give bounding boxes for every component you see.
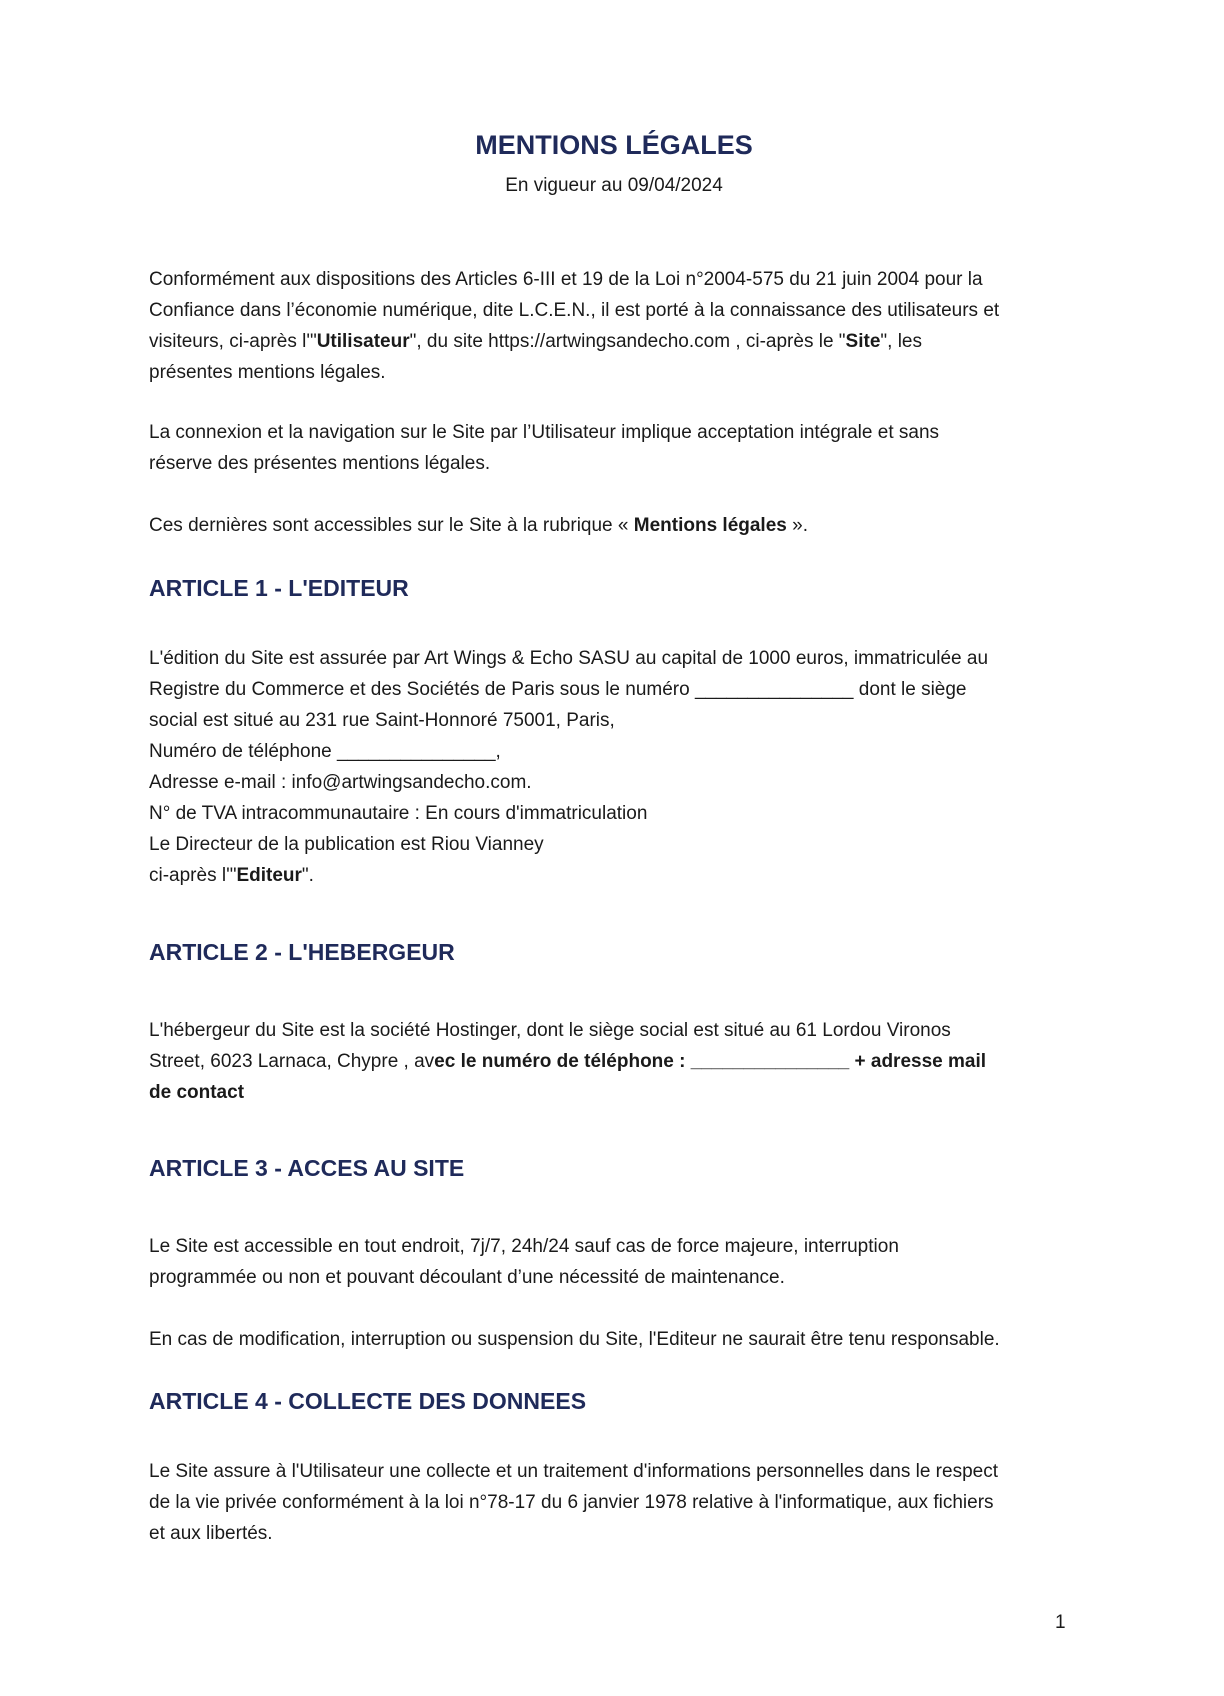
text-line: Le Directeur de la publication est Riou Vianney: [149, 834, 544, 855]
text-line: Street, 6023 Larnaca, Chypre , avec le numéro de téléphone : _______________ + adresse mail: [149, 1051, 987, 1072]
text-line: L'hébergeur du Site est la société Hostinger, dont le siège social est situé au 61 Lordou Vironos: [149, 1020, 951, 1041]
text-line: social est situé au 231 rue Saint-Honnoré 75001, Paris,: [149, 710, 615, 731]
article-3-heading: ARTICLE 3 - ACCES AU SITE: [149, 1155, 465, 1181]
text-line: programmée ou non et pouvant découlant d’une nécessité de maintenance.: [149, 1267, 785, 1288]
article-1-body: [149, 643, 1079, 891]
text-line: Numéro de téléphone _______________,: [149, 741, 501, 762]
text-line: visiteurs, ci-après l'"Utilisateur", du site https://artwingsandecho.com , ci-après le "Site", les: [149, 331, 922, 352]
article-1-heading: ARTICLE 1 - L'EDITEUR: [149, 575, 409, 601]
intro-paragraph-3: [149, 510, 1079, 541]
text-line: N° de TVA intracommunautaire : En cours d'immatriculation: [149, 803, 648, 824]
text-line: de contact: [149, 1082, 245, 1103]
text-line: et aux libertés.: [149, 1523, 273, 1544]
text-line: de la vie privée conformément à la loi n°78-17 du 6 janvier 1978 relative à l'informatique, aux fichiers: [149, 1492, 994, 1513]
intro-paragraph-1: [149, 264, 1079, 388]
page-subtitle: En vigueur au 09/04/2024: [505, 175, 723, 196]
text-line: Adresse e-mail : info@artwingsandecho.com.: [149, 772, 532, 793]
text-line: présentes mentions légales.: [149, 362, 386, 383]
intro-paragraph-2: [149, 417, 1079, 479]
text-line: Le Site est accessible en tout endroit, 7j/7, 24h/24 sauf cas de force majeure, interruption: [149, 1236, 899, 1257]
article-2-body: [149, 1015, 1079, 1108]
text-line: Le Site assure à l'Utilisateur une collecte et un traitement d'informations personnelles dans le respect: [149, 1461, 998, 1482]
article-4-heading: ARTICLE 4 - COLLECTE DES DONNEES: [149, 1388, 587, 1414]
text-line: ci-après l'"Editeur".: [149, 865, 314, 886]
article-3-paragraph-2: [149, 1324, 1079, 1355]
page-number: 1: [1055, 1612, 1066, 1633]
text-line: En cas de modification, interruption ou suspension du Site, l'Editeur ne saurait être tenu responsable.: [149, 1329, 1000, 1350]
text-line: réserve des présentes mentions légales.: [149, 453, 491, 474]
article-4-body: [149, 1456, 1079, 1549]
text-line: La connexion et la navigation sur le Site par l’Utilisateur implique acceptation intégrale et sans: [149, 422, 940, 443]
text-line: Registre du Commerce et des Sociétés de Paris sous le numéro _______________ dont le siège: [149, 679, 967, 700]
text-line: Conformément aux dispositions des Articles 6-III et 19 de la Loi n°2004-575 du 21 juin 2004 pour la: [149, 269, 983, 290]
text-line: Ces dernières sont accessibles sur le Site à la rubrique « Mentions légales ».: [149, 515, 808, 536]
article-2-heading: ARTICLE 2 - L'HEBERGEUR: [149, 939, 455, 965]
article-3-paragraph-1: [149, 1231, 1079, 1293]
text-line: Confiance dans l’économie numérique, dite L.C.E.N., il est porté à la connaissance des utilisateurs et: [149, 300, 1000, 321]
text-line: L'édition du Site est assurée par Art Wings & Echo SASU au capital de 1000 euros, immatriculée au: [149, 648, 989, 669]
page-title: MENTIONS LÉGALES: [475, 130, 753, 160]
